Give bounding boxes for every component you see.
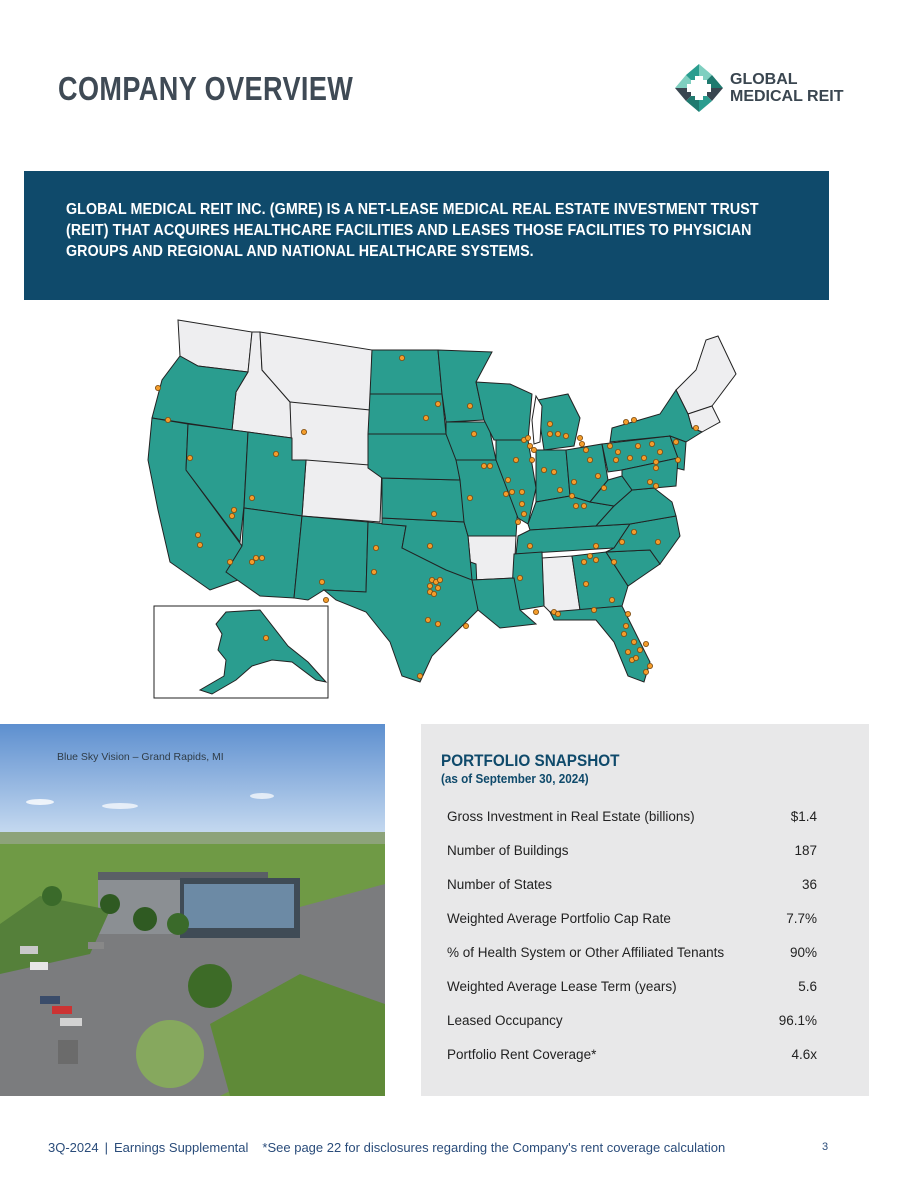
logo-line-2: MEDICAL REIT [730, 88, 844, 105]
row-value: 36 [801, 876, 817, 892]
row-value: 96.1% [778, 1012, 817, 1028]
snapshot-title: PORTFOLIO SNAPSHOT [441, 751, 620, 770]
property-photo [0, 724, 385, 1096]
row-value: 90% [789, 944, 817, 960]
snapshot-row [447, 901, 817, 935]
state-new-england-north [676, 336, 736, 414]
row-value: $1.4 [790, 808, 817, 824]
row-label: Number of Buildings [447, 842, 569, 858]
state-michigan [538, 394, 580, 450]
snapshot-row [447, 833, 817, 867]
page-footer [48, 1140, 725, 1155]
banner-text: GLOBAL MEDICAL REIT INC. (GMRE) IS A NET-LEASE MEDICAL REAL ESTATE INVESTMENT TRUST (REIT) THAT ACQUIRES HEALTHCARE FACILITIES AND LEASES THOSE FACILITIES TO PHYSICIAN GROUPS AND REGIONAL AND NATIONAL HEALTHCARE SYSTEMS. [66, 201, 759, 260]
overview-banner [24, 171, 829, 300]
row-value: 187 [794, 842, 817, 858]
state-north-dakota [370, 350, 442, 394]
row-label: Weighted Average Portfolio Cap Rate [447, 910, 671, 926]
portfolio-snapshot [421, 724, 869, 1096]
page-title: COMPANY OVERVIEW [58, 70, 354, 107]
company-logo [673, 62, 853, 114]
footer-note: *See page 22 for disclosures regarding the Company's rent coverage calculation [262, 1140, 726, 1155]
row-label: Gross Investment in Real Estate (billions) [447, 808, 695, 824]
footer-period: 3Q-2024 [48, 1140, 99, 1155]
state-indiana [536, 450, 570, 502]
us-portfolio-map [140, 310, 750, 705]
footer-doc: Earnings Supplemental [113, 1140, 249, 1155]
cross-logo-icon [673, 62, 725, 114]
page-number: 3 [822, 1141, 829, 1153]
snapshot-table [447, 799, 817, 1071]
state-wyoming [290, 402, 370, 468]
row-label: Weighted Average Lease Term (years) [447, 978, 677, 994]
row-value: 4.6x [791, 1046, 817, 1062]
state-south-dakota [368, 394, 446, 434]
logo-line-1: GLOBAL [730, 71, 798, 88]
row-label: Leased Occupancy [447, 1012, 563, 1028]
snapshot-row [447, 1003, 817, 1037]
snapshot-subtitle: (as of September 30, 2024) [441, 771, 589, 786]
row-label: Number of States [447, 876, 553, 892]
snapshot-row [447, 867, 817, 901]
footer-separator: | [104, 1140, 108, 1155]
snapshot-row [447, 1037, 817, 1071]
state-nebraska [368, 434, 460, 480]
state-kansas [382, 478, 466, 522]
snapshot-row [447, 969, 817, 1003]
row-value: 5.6 [798, 978, 817, 994]
row-label: % of Health System or Other Affiliated Tenants [447, 944, 725, 960]
row-value: 7.7% [786, 910, 817, 926]
state-new-mexico [294, 516, 368, 600]
snapshot-row [447, 799, 817, 833]
snapshot-row [447, 935, 817, 969]
row-label: Portfolio Rent Coverage* [447, 1046, 597, 1062]
photo-caption: Blue Sky Vision – Grand Rapids, MI [57, 751, 224, 763]
